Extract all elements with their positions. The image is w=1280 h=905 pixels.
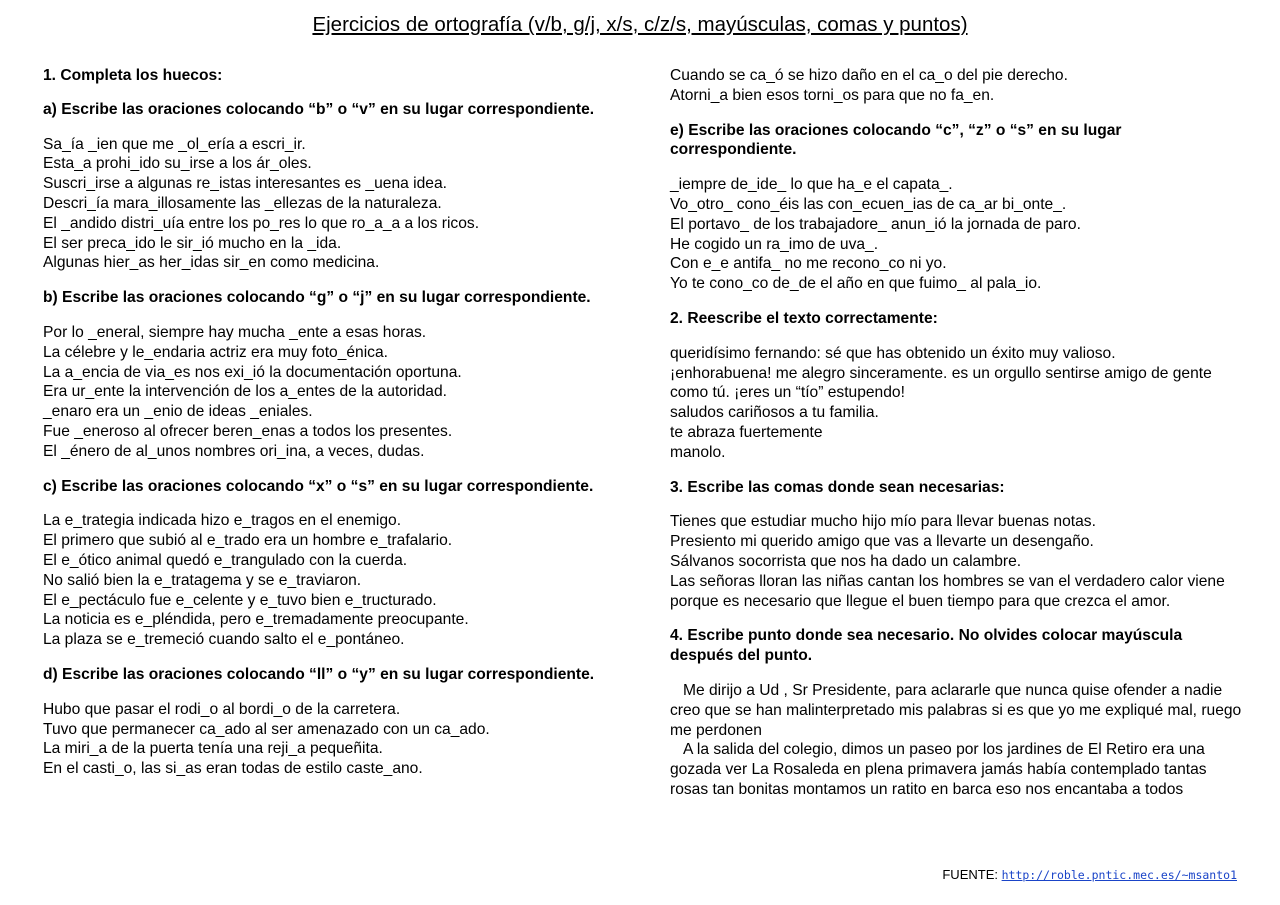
list-item: queridísimo fernando: sé que has obtenido un éxito muy valioso.: [670, 344, 1116, 362]
section-c-lines: [43, 511, 623, 650]
list-item: La célebre y le_endaria actriz era muy foto_énica.: [43, 343, 388, 361]
list-item: Las señoras lloran las niñas cantan los hombres se van el verdadero calor viene porque es necesario que llegue el buen tiempo para que crezca el amor.: [670, 572, 1230, 610]
list-item: Sa_ía _ien que me _ol_ería a escri_ir.: [43, 135, 306, 153]
list-item: te abraza fuertemente: [670, 423, 823, 441]
list-item: La a_encia de via_es nos exi_ió la documentación oportuna.: [43, 363, 462, 381]
list-item: Yo te cono_co de_de el año en que fuimo_ al pala_io.: [670, 275, 1042, 293]
list-item: En el casti_o, las si_as eran todas de estilo caste_ano.: [43, 760, 423, 778]
left-column: [43, 66, 623, 779]
list-item: Presiento mi querido amigo que vas a llevarte un desengaño.: [670, 533, 1094, 551]
exercise-3-heading: 3. Escribe las comas donde sean necesarias:: [670, 478, 1005, 496]
exercise-2-heading: 2. Reescribe el texto correctamente:: [670, 309, 938, 327]
section-e-heading: e) Escribe las oraciones colocando “c”, “z” o “s” en su lugar correspondiente.: [670, 121, 1122, 159]
list-item: ¡enhorabuena! me alegro sinceramente. es un orgullo sentirse amigo de gente como tú. ¡eres un “tío” estupendo!: [670, 364, 1217, 402]
section-d-lines: [43, 700, 623, 779]
page-title: Ejercicios de ortografía (v/b, g/j, x/s, c/z/s, mayúsculas, comas y puntos): [312, 13, 968, 36]
exercise-3-text: [670, 512, 1242, 611]
list-item: Esta_a prohi_ido su_irse a los ár_oles.: [43, 155, 312, 173]
list-item: Por lo _eneral, siempre hay mucha _ente a esas horas.: [43, 323, 427, 341]
list-item: El _andido distri_uía entre los po_res lo que ro_a_a a los ricos.: [43, 214, 480, 232]
section-a-heading: a) Escribe las oraciones colocando “b” o “v” en su lugar correspondiente.: [43, 100, 595, 118]
list-item: Vo_otro_ cono_éis las con_ecuen_ias de ca_ar bi_onte_.: [670, 195, 1067, 213]
list-item: El e_pectáculo fue e_celente y e_tuvo bien e_tructurado.: [43, 591, 437, 609]
list-item: Sálvanos socorrista que nos ha dado un calambre.: [670, 552, 1022, 570]
list-item: Cuando se ca_ó se hizo daño en el ca_o del pie derecho.: [670, 67, 1068, 84]
list-item: Fue _eneroso al ofrecer beren_enas a todos los presentes.: [43, 422, 453, 440]
list-item: Con e_e antifa_ no me recono_co ni yo.: [670, 255, 947, 273]
list-item: El e_ótico animal quedó e_trangulado con la cuerda.: [43, 551, 408, 569]
list-item: El portavo_ de los trabajadore_ anun_ió la jornada de paro.: [670, 215, 1081, 233]
source-footer: [942, 866, 1237, 884]
list-item: Era ur_ente la intervención de los a_entes de la autoridad.: [43, 383, 447, 401]
exercise-2-text: [670, 344, 1242, 463]
list-item: La e_trategia indicada hizo e_tragos en el enemigo.: [43, 512, 402, 530]
exercise-4-text: [670, 681, 1246, 800]
list-item: Descri_ía mara_illosamente las _ellezas de la naturaleza.: [43, 194, 442, 212]
list-item: La miri_a de la puerta tenía una reji_a pequeñita.: [43, 740, 383, 758]
list-item: La noticia es e_pléndida, pero e_tremadamente preocupante.: [43, 611, 469, 629]
list-item: Hubo que pasar el rodi_o al bordi_o de la carretera.: [43, 700, 401, 718]
exercise-4-heading: 4. Escribe punto donde sea necesario. No olvides colocar mayúscula después del punto.: [670, 627, 1183, 665]
source-link[interactable]: http://roble.pntic.mec.es/~msanto1: [1001, 868, 1237, 882]
source-label: FUENTE:: [942, 867, 1002, 882]
list-item: La plaza se e_tremeció cuando salto el e_pontáneo.: [43, 631, 405, 649]
right-column: [670, 66, 1246, 800]
list-item: He cogido un ra_imo de uva_.: [670, 235, 879, 253]
section-c-heading: c) Escribe las oraciones colocando “x” o “s” en su lugar correspondiente.: [43, 477, 594, 495]
list-item: Suscri_irse a algunas re_istas interesantes es _uena idea.: [43, 175, 447, 193]
section-d-heading: d) Escribe las oraciones colocando “ll” o “y” en su lugar correspondiente.: [43, 665, 595, 683]
list-item: Atorni_a bien esos torni_os para que no fa_en.: [670, 86, 995, 104]
section-a-lines: [43, 135, 623, 274]
list-item: Tuvo que permanecer ca_ado al ser amenazado con un ca_ado.: [43, 720, 490, 738]
list-item: Algunas hier_as her_idas sir_en como medicina.: [43, 254, 380, 272]
section-d-continued-lines: [670, 66, 1242, 106]
section-b-heading: b) Escribe las oraciones colocando “g” o “j” en su lugar correspondiente.: [43, 289, 591, 307]
list-item: No salió bien la e_tratagema y se e_traviaron.: [43, 571, 362, 589]
list-item: El ser preca_ido le sir_ió mucho en la _ida.: [43, 234, 342, 252]
section-b-lines: [43, 323, 623, 462]
list-item: _iempre de_ide_ lo que ha_e el capata_.: [670, 176, 953, 194]
paragraph: Me dirijo a Ud , Sr Presidente, para aclararle que nunca quise ofender a nadie creo que se han malinterpretado mis palabras si es que yo me expliqué mal, ruego me perdonen: [670, 681, 1246, 739]
paragraph: A la salida del colegio, dimos un paseo por los jardines de El Retiro era una gozada ver La Rosaleda en plena primavera jamás había contemplado tantas rosas tan bonitas montamos un ratito en barca eso nos encantaba a todos: [670, 741, 1211, 798]
list-item: El primero que subió al e_trado era un hombre e_trafalario.: [43, 532, 453, 550]
list-item: manolo.: [670, 443, 726, 461]
exercise-1-heading: 1. Completa los huecos:: [43, 67, 223, 84]
list-item: saludos cariñosos a tu familia.: [670, 404, 879, 422]
section-e-lines: [670, 175, 1242, 294]
list-item: Tienes que estudiar mucho hijo mío para llevar buenas notas.: [670, 513, 1096, 531]
list-item: _enaro era un _enio de ideas _eniales.: [43, 403, 313, 421]
list-item: El _énero de al_unos nombres ori_ina, a veces, dudas.: [43, 442, 425, 460]
